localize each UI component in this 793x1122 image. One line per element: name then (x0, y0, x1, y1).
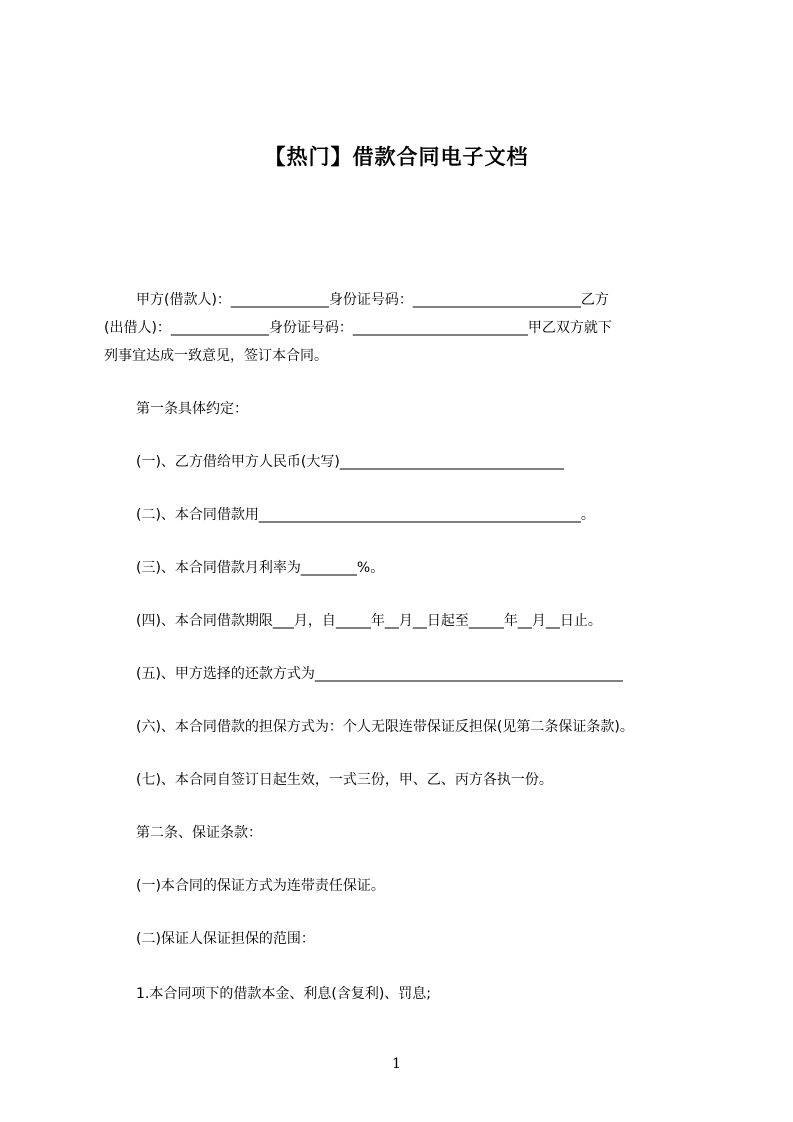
article-2-item-3: 1.本合同项下的借款本金、利息(含复利)、罚息; (136, 986, 431, 1002)
parties-line-3: 列事宜达成一致意见，签订本合同。 (104, 348, 328, 364)
article-1-item-5: (五)、甲方选择的还款方式为____________________________________________ (136, 666, 623, 682)
parties-line-2: (出借人)：______________身份证号码：_________________________甲乙双方就下 (104, 320, 612, 336)
article-2-item-1: (一)本合同的保证方式为连带责任保证。 (136, 878, 385, 894)
article-1-heading: 第一条具体约定： (136, 401, 248, 417)
article-1-item-6: (六)、本合同借款的担保方式为：个人无限连带保证反担保(见第二条保证条款)。 (136, 719, 634, 735)
parties-line-1: 甲方(借款人)：______________身份证号码：________________________乙方 (136, 292, 609, 308)
article-1-item-1: (一)、乙方借给甲方人民币(大写)________________________________ (136, 454, 564, 470)
document-title: 【热门】借款合同电子文档 (264, 145, 529, 169)
page-number: 1 (392, 1056, 401, 1072)
article-1-item-4: (四)、本合同借款期限___月，自_____年__月__日起至_____年__月__日止。 (136, 613, 602, 629)
article-2-heading: 第二条、保证条款： (136, 825, 262, 841)
article-1-item-3: (三)、本合同借款月利率为________%。 (136, 560, 385, 576)
article-1-item-2: (二)、本合同借款用______________________________________________。 (136, 507, 595, 523)
article-2-item-2: (二)保证人保证担保的范围： (136, 931, 315, 947)
article-1-item-7: (七)、本合同自签订日起生效，一式三份，甲、乙、丙方各执一份。 (136, 772, 553, 788)
